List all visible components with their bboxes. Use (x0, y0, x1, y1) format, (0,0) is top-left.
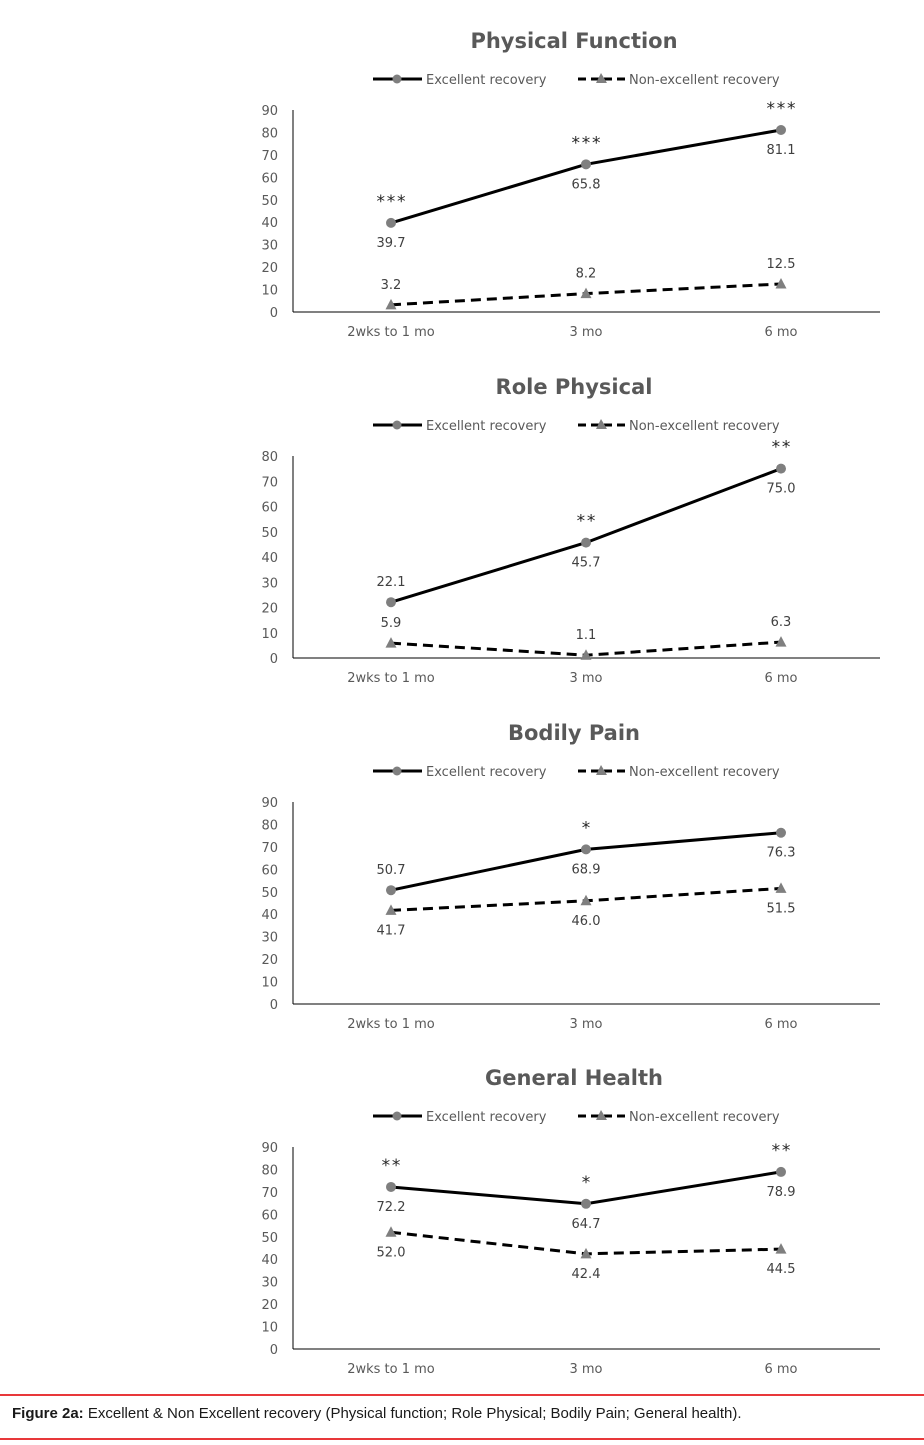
chart-panel-2 (0, 346, 924, 692)
data-label: 46.0 (571, 913, 601, 929)
point-excellent (581, 538, 591, 548)
legend-excellent-marker (393, 421, 402, 430)
y-tick-label: 30 (261, 238, 278, 254)
data-label: 81.1 (766, 142, 796, 158)
chart-title: Physical Function (470, 29, 678, 53)
y-tick-label: 80 (261, 450, 278, 465)
point-excellent (581, 159, 591, 169)
legend-excellent-label: Excellent recovery (426, 419, 547, 434)
y-tick-label: 50 (261, 885, 278, 901)
chart-title: Role Physical (495, 375, 653, 399)
data-label: 39.7 (376, 235, 406, 251)
y-tick-label: 30 (261, 576, 278, 592)
y-tick-label: 20 (261, 601, 278, 617)
y-tick-label: 20 (261, 261, 278, 277)
chart-svg-1 (0, 0, 924, 346)
point-excellent (776, 464, 786, 474)
significance-marker: * (580, 818, 592, 839)
data-label: 45.7 (571, 555, 601, 571)
legend-excellent-marker (393, 75, 402, 84)
data-label: 12.5 (766, 256, 796, 272)
point-excellent (386, 218, 396, 228)
data-label: 72.2 (376, 1199, 406, 1215)
y-tick-label: 80 (261, 818, 278, 834)
y-tick-label: 10 (261, 626, 278, 642)
data-label: 41.7 (376, 923, 406, 939)
y-tick-label: 20 (261, 953, 278, 969)
data-label: 1.1 (575, 628, 597, 644)
chart-panel-3 (0, 692, 924, 1038)
x-tick-label: 2wks to 1 mo (347, 1362, 435, 1377)
chart-legend (373, 419, 780, 434)
chart-panel-1 (0, 0, 924, 346)
y-tick-label: 40 (261, 1253, 278, 1269)
x-tick-label: 3 mo (569, 671, 603, 686)
chart-legend (373, 73, 780, 88)
y-tick-label: 90 (261, 104, 278, 119)
caption-bottom-rule (0, 1438, 924, 1440)
caption-body: Excellent & Non Excellent recovery (Physical function; Role Physical; Bodily Pain; General health). (83, 1405, 742, 1422)
x-tick-label: 3 mo (569, 1362, 603, 1377)
legend-nonexcellent-label: Non-excellent recovery (629, 765, 780, 780)
x-tick-label: 2wks to 1 mo (347, 671, 435, 686)
y-tick-label: 0 (269, 306, 278, 321)
y-tick-label: 40 (261, 216, 278, 232)
significance-marker: *** (570, 133, 602, 154)
significance-marker: * (580, 1172, 592, 1193)
y-tick-label: 70 (261, 148, 278, 164)
y-tick-label: 10 (261, 1320, 278, 1336)
chart-svg-3 (0, 692, 924, 1038)
y-tick-label: 0 (269, 998, 278, 1013)
data-label: 6.3 (770, 615, 792, 631)
significance-marker: ** (575, 511, 597, 532)
y-tick-label: 10 (261, 975, 278, 991)
y-tick-label: 80 (261, 1163, 278, 1179)
point-excellent (581, 844, 591, 854)
x-tick-label: 6 mo (764, 671, 798, 686)
significance-marker: *** (375, 191, 407, 212)
data-label: 22.1 (376, 575, 406, 591)
chart-svg-2 (0, 346, 924, 692)
point-excellent (776, 828, 786, 838)
y-tick-label: 60 (261, 863, 278, 879)
caption-label: Figure 2a: (12, 1405, 84, 1422)
chart-legend (373, 765, 780, 780)
data-label: 3.2 (380, 277, 402, 293)
data-label: 44.5 (766, 1262, 796, 1278)
x-tick-label: 6 mo (764, 1362, 798, 1377)
point-excellent (386, 885, 396, 895)
legend-excellent-marker (393, 767, 402, 776)
legend-excellent-label: Excellent recovery (426, 73, 547, 88)
data-label: 8.2 (575, 266, 597, 282)
data-label: 52.0 (376, 1245, 406, 1261)
x-tick-label: 6 mo (764, 1017, 798, 1032)
legend-excellent-marker (393, 1112, 402, 1121)
chart-legend (373, 1110, 780, 1125)
x-tick-label: 2wks to 1 mo (347, 325, 435, 340)
y-tick-label: 30 (261, 930, 278, 946)
legend-nonexcellent-label: Non-excellent recovery (629, 419, 780, 434)
x-tick-label: 2wks to 1 mo (347, 1017, 435, 1032)
data-label: 68.9 (571, 862, 601, 878)
point-excellent (776, 125, 786, 135)
y-tick-label: 60 (261, 1208, 278, 1224)
chart-svg-4 (0, 1037, 924, 1383)
y-tick-label: 0 (269, 1343, 278, 1358)
y-tick-label: 50 (261, 525, 278, 541)
y-tick-label: 40 (261, 908, 278, 924)
y-tick-label: 30 (261, 1275, 278, 1291)
x-tick-label: 3 mo (569, 1017, 603, 1032)
y-tick-label: 50 (261, 1230, 278, 1246)
caption-top-rule (0, 1394, 924, 1396)
data-label: 50.7 (376, 863, 406, 879)
figure-caption (0, 1394, 924, 1440)
y-tick-label: 20 (261, 1298, 278, 1314)
significance-marker: *** (765, 98, 797, 119)
y-tick-label: 90 (261, 1141, 278, 1156)
y-tick-label: 50 (261, 193, 278, 209)
significance-marker: ** (770, 437, 792, 458)
data-label: 78.9 (766, 1184, 796, 1200)
data-label: 65.8 (571, 177, 601, 193)
legend-excellent-label: Excellent recovery (426, 1110, 547, 1125)
y-tick-label: 10 (261, 283, 278, 299)
series-line-excellent (391, 469, 781, 603)
point-excellent (386, 1182, 396, 1192)
significance-marker: ** (380, 1155, 402, 1176)
y-tick-label: 70 (261, 840, 278, 856)
y-tick-label: 40 (261, 551, 278, 566)
data-label: 75.0 (766, 481, 796, 497)
data-label: 64.7 (571, 1216, 601, 1232)
y-tick-label: 60 (261, 500, 278, 516)
y-tick-label: 0 (269, 652, 278, 667)
y-tick-label: 90 (261, 796, 278, 811)
data-label: 5.9 (380, 616, 402, 632)
legend-excellent-label: Excellent recovery (426, 765, 547, 780)
legend-nonexcellent-label: Non-excellent recovery (629, 73, 780, 88)
significance-marker: ** (770, 1140, 792, 1161)
chart-panel-4 (0, 1037, 924, 1383)
y-tick-label: 70 (261, 475, 278, 491)
chart-title: Bodily Pain (507, 721, 641, 745)
point-excellent (776, 1167, 786, 1177)
y-tick-label: 80 (261, 126, 278, 142)
y-tick-label: 70 (261, 1185, 278, 1201)
legend-nonexcellent-label: Non-excellent recovery (629, 1110, 780, 1125)
data-label: 42.4 (571, 1266, 601, 1282)
caption-text (12, 1405, 742, 1422)
chart-title: General Health (485, 1066, 663, 1090)
x-tick-label: 6 mo (764, 325, 798, 340)
data-label: 76.3 (766, 845, 796, 861)
data-label: 51.5 (766, 901, 796, 917)
point-excellent (581, 1199, 591, 1209)
y-tick-label: 60 (261, 171, 278, 187)
point-excellent (386, 597, 396, 607)
x-tick-label: 3 mo (569, 325, 603, 340)
